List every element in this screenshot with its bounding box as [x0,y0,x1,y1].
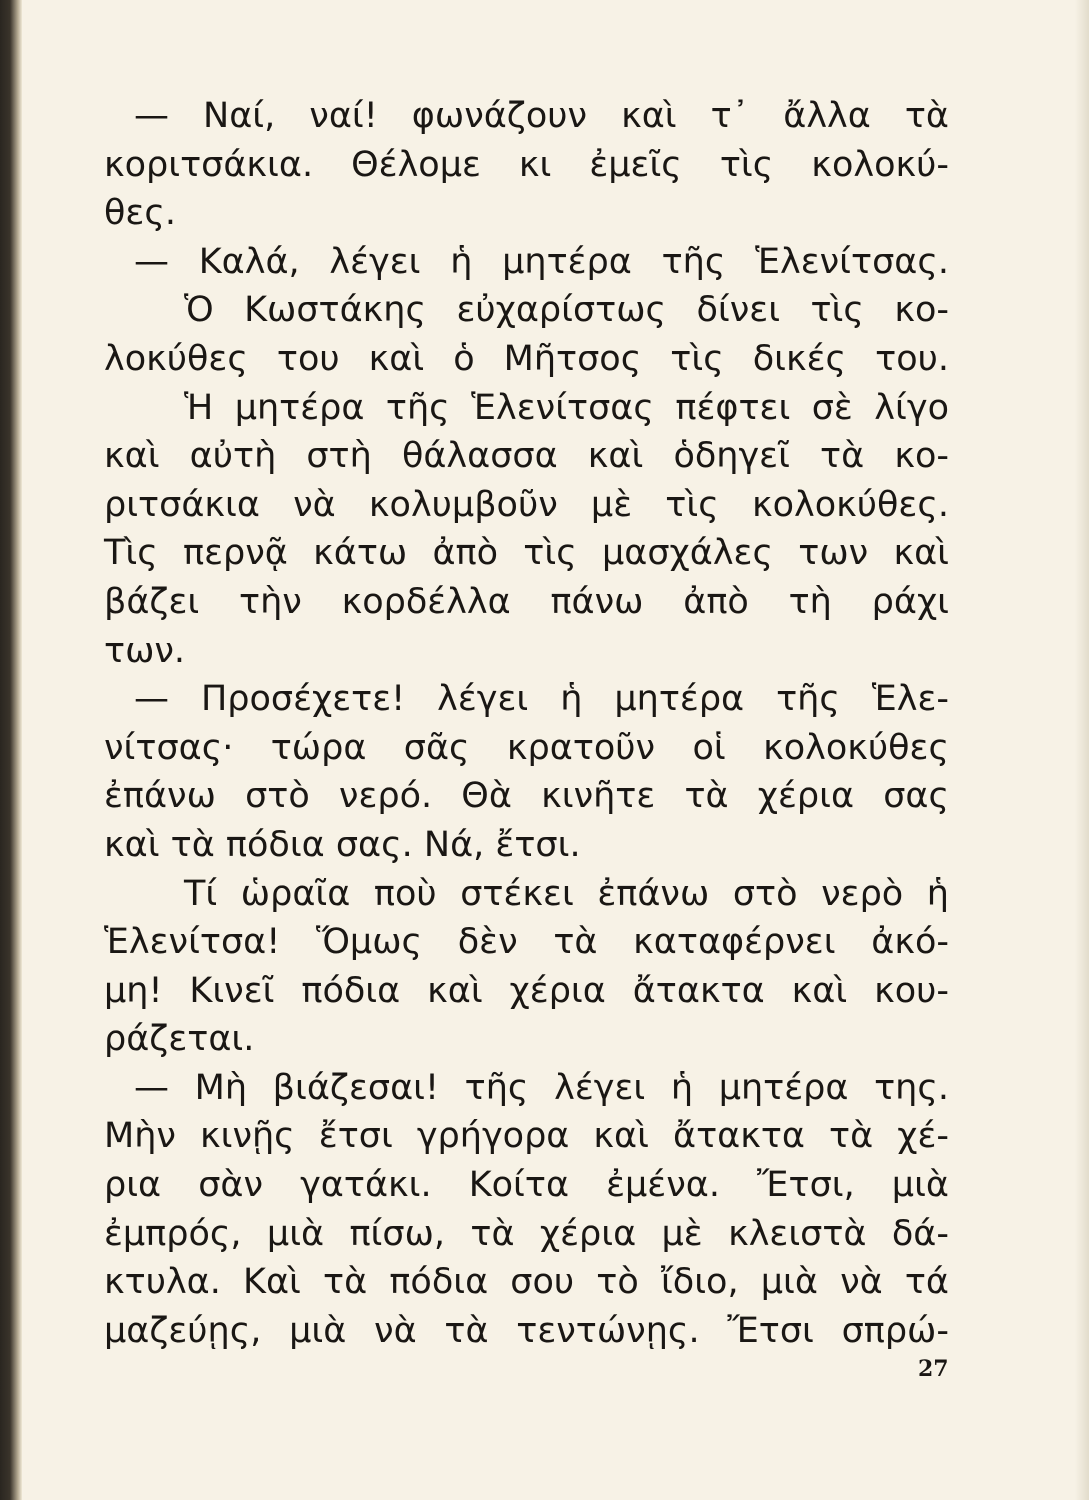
body-text [104,92,949,1355]
book-gutter-shadow [0,0,22,1500]
text-line: Τὶς περνᾷ κάτω ἀπὸ τὶς μασχάλες των καὶ [104,533,949,574]
text-line: ρια σὰν γατάκι. Κοίτα ἐμένα. Ἔτσι, μιὰ [104,1165,949,1206]
page-number: 27 [918,1356,949,1382]
text-line: βάζει τὴν κορδέλλα πάνω ἀπὸ τὴ ράχι [104,581,949,622]
text-line: καὶ τὰ πόδια σας. Νά, ἔτσι. [104,824,581,865]
text-line: λοκύθες του καὶ ὁ Μῆτσος τὶς δικές του. [104,338,949,379]
text-line: ράζεται. [104,1019,255,1060]
text-line: Ἡ μητέρα τῆς Ἑλενίτσας πέφτει σὲ λίγο [184,387,949,428]
text-line: κτυλα. Καὶ τὰ πόδια σου τὸ ἴδιο, μιὰ νὰ τά [104,1262,949,1303]
text-line: νίτσας· τώρα σᾶς κρατοῦν οἱ κολοκύθες [104,727,949,768]
text-line: ριτσάκια νὰ κολυμβοῦν μὲ τὶς κολοκύθες. [104,484,949,525]
page-edge-shadow [1075,0,1089,1500]
text-line: κοριτσάκια. Θέλομε κι ἐμεῖς τὶς κολοκύ- [104,144,949,185]
text-line: — Καλά, λέγει ἡ μητέρα τῆς Ἑλενίτσας. [134,241,949,282]
text-line: ἐμπρός, μιὰ πίσω, τὰ χέρια μὲ κλειστὰ δά- [104,1213,949,1254]
text-line: Μὴν κινῇς ἔτσι γρήγορα καὶ ἄτακτα τὰ χέ- [104,1116,949,1157]
text-line: Τί ὡραῖα ποὺ στέκει ἐπάνω στὸ νερὸ ἡ [184,873,949,914]
text-line: — Ναί, ναί! φωνάζουν καὶ τ᾽ ἄλλα τὰ [134,96,949,136]
text-line: μαζεύῃς, μιὰ νὰ τὰ τεντώνῃς. Ἔτσι σπρώ- [104,1310,949,1351]
text-line: — Προσέχετε! λέγει ἡ μητέρα τῆς Ἑλε- [134,679,949,720]
text-line: — Μὴ βιάζεσαι! τῆς λέγει ἡ μητέρα της. [134,1067,949,1108]
text-line: θες. [104,193,176,234]
text-line: καὶ αὐτὴ στὴ θάλασσα καὶ ὁδηγεῖ τὰ κο- [104,436,949,477]
text-line: Ὁ Κωστάκης εὐχαρίστως δίνει τὶς κο- [184,290,949,331]
text-line: ἐπάνω στὸ νερό. Θὰ κινῆτε τὰ χέρια σας [104,776,949,817]
text-line: των. [104,630,186,671]
text-line: μη! Κινεῖ πόδια καὶ χέρια ἄτακτα καὶ κου- [104,970,949,1011]
text-line: Ἑλενίτσα! Ὅμως δὲν τὰ καταφέρνει ἀκό- [104,922,949,963]
